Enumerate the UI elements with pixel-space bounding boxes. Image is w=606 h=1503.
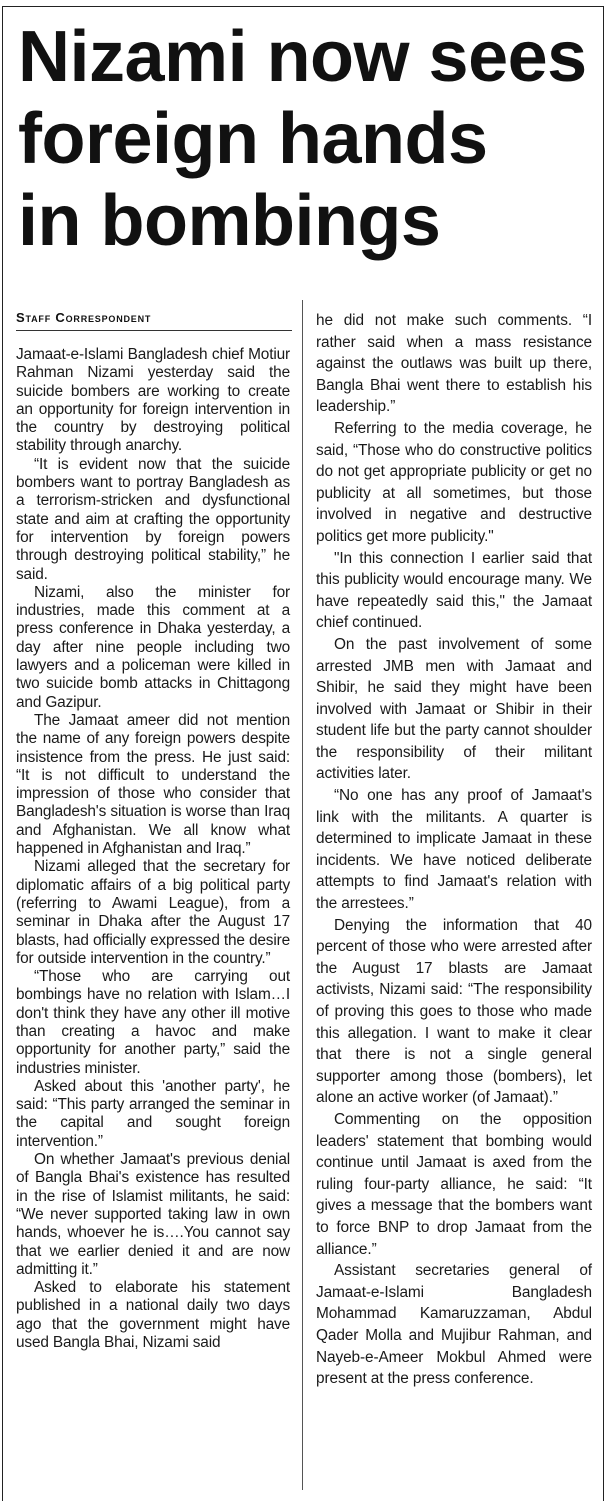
body-column-left xyxy=(16,346,290,1352)
paragraph: “It is evident now that the suicide bombers want to portray Bangladesh as a terrorism-stricken and dysfunctional state and aim at crafting the opportunity for intervention by foreign powers through destroying political stability,” he said. xyxy=(16,455,290,583)
headline-line-2: foreign hands xyxy=(18,99,488,179)
headline-line-1: Nizami now sees xyxy=(18,17,587,97)
paragraph: Jamaat-e-Islami Bangladesh chief Motiur Rahman Nizami yesterday said the suicide bombers are working to create an opportunity for foreign intervention in the country by destroying political stability through anarchy. xyxy=(16,346,290,455)
paragraph: Asked about this 'another party', he said: “This party arranged the seminar in the capital and sought foreign intervention.” xyxy=(16,1077,290,1150)
body-column-right xyxy=(316,310,592,1390)
paragraph: Referring to the media coverage, he said, “Those who do constructive politics do not get appropriate publicity or get no publicity at all sometimes, but those involved in negative and destructive politics get more publicity." xyxy=(316,419,592,545)
paragraph: Nizami alleged that the secretary for diplomatic affairs of a big political party (referring to Awami League), from a seminar in Dhaka after the August 17 blasts, had officially expressed the desire for outside intervention in the country.” xyxy=(16,858,290,967)
left-border xyxy=(2,6,3,1501)
column-divider xyxy=(302,300,303,1490)
paragraph: he did not make such comments. “I rather said when a mass resistance against the outlaws was built up there, Bangla Bhai went there to establish his leadership.” xyxy=(316,312,592,416)
headline xyxy=(18,16,598,262)
paragraph: “Those who are carrying out bombings have no relation with Islam…I don't think they have any other ill motive than creating a havoc and make opportunity for another party,” said the industries minister. xyxy=(16,968,290,1077)
paragraph: Nizami, also the minister for industries, made this comment at a press conference in Dhaka yesterday, a day after nine people including two lawyers and a policeman were killed in two suicide bomb attacks in Chittagong and Gazipur. xyxy=(16,583,290,711)
paragraph: Commenting on the opposition leaders' statement that bombing would continue until Jamaat is axed from the ruling four-party alliance, he said: “It gives a message that the bombers want to force BNP to drop Jamaat from the alliance.” xyxy=(316,1110,592,1258)
paragraph: The Jamaat ameer did not mention the name of any foreign powers despite insistence from the press. He just said: “It is not difficult to understand the impression of those who consider that Bangladesh's situation is worse than Iraq and Afghanistan. We all know what happened in Afghanistan and Iraq.” xyxy=(16,711,290,858)
paragraph: “No one has any proof of Jamaat's link with the militants. A quarter is determined to implicate Jamaat in these incidents. We have noticed deliberate attempts to find Jamaat's relation with the arrestees.” xyxy=(316,787,592,913)
headline-line-3: in bombings xyxy=(18,181,441,261)
byline-divider xyxy=(16,330,292,331)
paragraph: Denying the information that 40 percent of those who were arrested after the August 17 blasts are Jamaat activists, Nizami said: “The responsibility of proving this goes to those who made this allegation. I want to make it clear that there is not a single general supporter among those (bombers), let alone an active worker (of Jamaat).” xyxy=(316,916,592,1107)
paragraph: On whether Jamaat's previous denial of Bangla Bhai's existence has resulted in the rise of Islamist militants, he said: “We never supported taking law in own hands, whoever he is….You cannot say that we earlier denied it and are now admitting it.” xyxy=(16,1151,290,1278)
paragraph: Asked to elaborate his statement published in a national daily two days ago that the government might have used Bangla Bhai, Nizami said xyxy=(16,1279,290,1352)
paragraph: On the past involvement of some arrested JMB men with Jamaat and Shibir, he said they might have been involved with Jamaat or Shibir in their student life but the party cannot shoulder the responsibility of their militant activities later. xyxy=(316,635,592,783)
paragraph: "In this connection I earlier said that this publicity would encourage many. We have repeatedly said this," the Jamaat chief continued. xyxy=(316,549,592,632)
top-border xyxy=(2,6,604,7)
right-border xyxy=(603,6,604,1501)
paragraph: Assistant secretaries general of Jamaat-e-Islami Bangladesh Mohammad Kamaruzzaman, Abdul Qader Molla and Mujibur Rahman, and Nayeb-e-Ameer Mokbul Ahmed were present at the press conference. xyxy=(316,1262,592,1388)
byline: Staff Correspondent xyxy=(16,310,152,325)
